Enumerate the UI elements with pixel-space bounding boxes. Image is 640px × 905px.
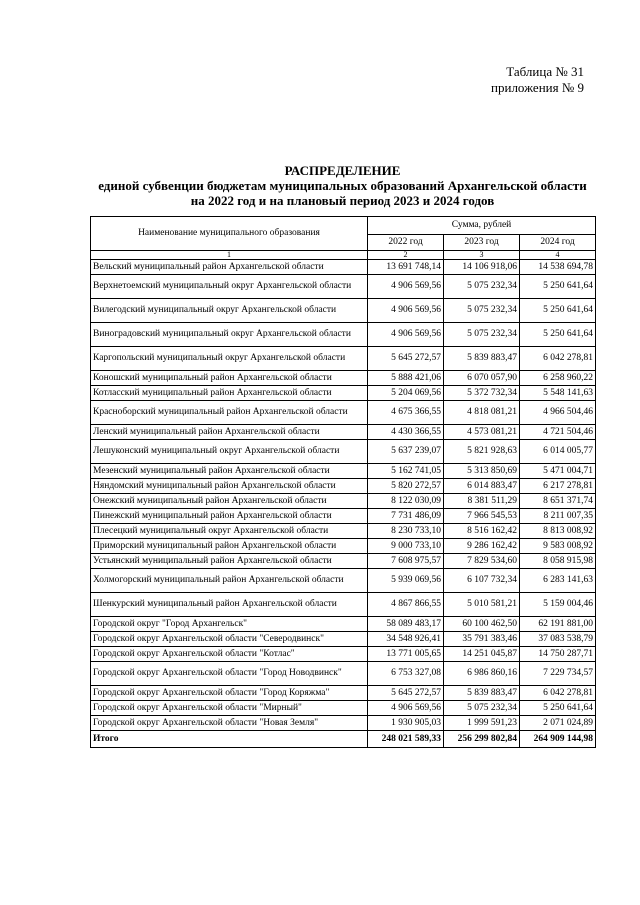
amount-y2022: 5 162 741,05 bbox=[368, 464, 444, 479]
amount-y2023: 6 986 860,16 bbox=[444, 662, 520, 686]
index-cell: 4 bbox=[520, 251, 596, 260]
amount-y2024: 8 651 371,74 bbox=[520, 494, 596, 509]
table-row bbox=[91, 509, 596, 524]
table-row bbox=[91, 539, 596, 554]
amount-y2023: 14 106 918,06 bbox=[444, 260, 520, 275]
total-y2022: 248 021 589,33 bbox=[368, 731, 444, 748]
amount-y2023: 60 100 462,50 bbox=[444, 617, 520, 632]
index-row bbox=[91, 251, 596, 260]
table-row bbox=[91, 494, 596, 509]
municipality-name: Верхнетоемский муниципальный округ Архангельской области bbox=[91, 275, 368, 299]
amount-y2023: 7 966 545,53 bbox=[444, 509, 520, 524]
municipality-name: Онежский муниципальный район Архангельской области bbox=[91, 494, 368, 509]
amount-y2024: 14 538 694,78 bbox=[520, 260, 596, 275]
amount-y2023: 5 839 883,47 bbox=[444, 347, 520, 371]
table-row bbox=[91, 632, 596, 647]
total-row bbox=[91, 731, 596, 748]
municipality-name: Котласский муниципальный район Архангельской области bbox=[91, 386, 368, 401]
table-header-row bbox=[91, 217, 596, 235]
municipality-name: Вилегодский муниципальный округ Архангельской области bbox=[91, 299, 368, 323]
amount-y2023: 6 070 057,90 bbox=[444, 371, 520, 386]
amount-y2023: 5 075 232,34 bbox=[444, 323, 520, 347]
amount-y2024: 6 217 278,81 bbox=[520, 479, 596, 494]
amount-y2023: 5 075 232,34 bbox=[444, 275, 520, 299]
municipality-name: Холмогорский муниципальный район Архангельской области bbox=[91, 569, 368, 593]
document-title bbox=[90, 163, 595, 208]
title-period: на 2022 год и на плановый период 2023 и 2024 годов bbox=[190, 193, 495, 208]
municipality-name: Шенкурский муниципальный район Архангельской области bbox=[91, 593, 368, 617]
table-row bbox=[91, 701, 596, 716]
table-row bbox=[91, 662, 596, 686]
amount-y2024: 8 211 007,35 bbox=[520, 509, 596, 524]
amount-y2022: 13 691 748,14 bbox=[368, 260, 444, 275]
table-row bbox=[91, 617, 596, 632]
amount-y2023: 4 573 081,21 bbox=[444, 425, 520, 440]
municipality-name: Городской округ Архангельской области "Котлас" bbox=[91, 647, 368, 662]
amount-y2024: 2 071 024,89 bbox=[520, 716, 596, 731]
amount-y2022: 4 906 569,56 bbox=[368, 323, 444, 347]
amount-y2022: 8 230 733,10 bbox=[368, 524, 444, 539]
amount-y2022: 6 753 327,08 bbox=[368, 662, 444, 686]
table-row bbox=[91, 464, 596, 479]
municipality-name: Городской округ Архангельской области "Мирный" bbox=[91, 701, 368, 716]
amount-y2022: 8 122 030,09 bbox=[368, 494, 444, 509]
amount-y2022: 13 771 005,65 bbox=[368, 647, 444, 662]
amount-y2023: 5 839 883,47 bbox=[444, 686, 520, 701]
index-cell: 2 bbox=[368, 251, 444, 260]
amount-y2022: 5 645 272,57 bbox=[368, 347, 444, 371]
amount-y2022: 5 939 069,56 bbox=[368, 569, 444, 593]
index-cell: 1 bbox=[91, 251, 368, 260]
year-header: 2022 год bbox=[368, 235, 444, 251]
amount-y2022: 9 000 733,10 bbox=[368, 539, 444, 554]
amount-y2024: 5 471 004,71 bbox=[520, 464, 596, 479]
amount-y2023: 9 286 162,42 bbox=[444, 539, 520, 554]
amount-y2023: 14 251 045,87 bbox=[444, 647, 520, 662]
amount-y2024: 4 721 504,46 bbox=[520, 425, 596, 440]
amount-y2022: 34 548 926,41 bbox=[368, 632, 444, 647]
amount-y2024: 6 014 005,77 bbox=[520, 440, 596, 464]
subvention-table bbox=[90, 216, 596, 748]
municipality-name: Виноградовский муниципальный округ Архангельской области bbox=[91, 323, 368, 347]
index-cell: 3 bbox=[444, 251, 520, 260]
amount-y2023: 35 791 383,46 bbox=[444, 632, 520, 647]
municipality-name: Городской округ Архангельской области "Город Новодвинск" bbox=[91, 662, 368, 686]
table-row bbox=[91, 686, 596, 701]
amount-y2023: 8 381 511,29 bbox=[444, 494, 520, 509]
municipality-name: Пинежский муниципальный район Архангельской области bbox=[91, 509, 368, 524]
table-row bbox=[91, 299, 596, 323]
amount-y2023: 4 818 081,21 bbox=[444, 401, 520, 425]
amount-y2023: 5 821 928,63 bbox=[444, 440, 520, 464]
title-main: РАСПРЕДЕЛЕНИЕ bbox=[284, 163, 401, 178]
amount-y2024: 5 250 641,64 bbox=[520, 701, 596, 716]
amount-y2024: 6 042 278,81 bbox=[520, 686, 596, 701]
table-row bbox=[91, 440, 596, 464]
amount-y2022: 4 867 866,55 bbox=[368, 593, 444, 617]
amount-y2023: 5 313 850,69 bbox=[444, 464, 520, 479]
municipality-name: Ленский муниципальный район Архангельской области bbox=[91, 425, 368, 440]
amount-y2022: 7 608 975,57 bbox=[368, 554, 444, 569]
amount-y2024: 6 042 278,81 bbox=[520, 347, 596, 371]
municipality-name: Лешуконский муниципальный округ Архангельской области bbox=[91, 440, 368, 464]
amount-y2022: 4 906 569,56 bbox=[368, 275, 444, 299]
amount-y2024: 6 283 141,63 bbox=[520, 569, 596, 593]
municipality-name: Приморский муниципальный район Архангельской области bbox=[91, 539, 368, 554]
total-label: Итого bbox=[91, 731, 368, 748]
amount-y2024: 5 250 641,64 bbox=[520, 323, 596, 347]
table-row bbox=[91, 479, 596, 494]
table-row bbox=[91, 275, 596, 299]
amount-y2022: 5 888 421,06 bbox=[368, 371, 444, 386]
amount-y2022: 5 820 272,57 bbox=[368, 479, 444, 494]
amount-y2022: 4 906 569,56 bbox=[368, 299, 444, 323]
total-y2023: 256 299 802,84 bbox=[444, 731, 520, 748]
table-row bbox=[91, 554, 596, 569]
table-row bbox=[91, 647, 596, 662]
amount-y2024: 7 229 734,57 bbox=[520, 662, 596, 686]
amount-y2023: 7 829 534,60 bbox=[444, 554, 520, 569]
amount-y2023: 8 516 162,42 bbox=[444, 524, 520, 539]
amount-y2024: 14 750 287,71 bbox=[520, 647, 596, 662]
amount-y2024: 5 548 141,63 bbox=[520, 386, 596, 401]
amount-y2024: 5 250 641,64 bbox=[520, 299, 596, 323]
total-y2024: 264 909 144,98 bbox=[520, 731, 596, 748]
table-row bbox=[91, 569, 596, 593]
amount-y2024: 5 250 641,64 bbox=[520, 275, 596, 299]
amount-y2023: 1 999 591,23 bbox=[444, 716, 520, 731]
amount-y2023: 5 010 581,21 bbox=[444, 593, 520, 617]
amount-y2024: 5 159 004,46 bbox=[520, 593, 596, 617]
amount-y2022: 5 204 069,56 bbox=[368, 386, 444, 401]
table-reference bbox=[491, 64, 584, 96]
table-row bbox=[91, 425, 596, 440]
amount-y2024: 8 813 008,92 bbox=[520, 524, 596, 539]
municipality-name: Плесецкий муниципальный округ Архангельской области bbox=[91, 524, 368, 539]
table-row bbox=[91, 386, 596, 401]
municipality-name: Красноборский муниципальный район Архангельской области bbox=[91, 401, 368, 425]
year-header: 2024 год bbox=[520, 235, 596, 251]
amount-y2022: 7 731 486,09 bbox=[368, 509, 444, 524]
amount-y2024: 4 966 504,46 bbox=[520, 401, 596, 425]
col-name-header: Наименование муниципального образования bbox=[91, 217, 368, 251]
municipality-name: Городской округ Архангельской области "Город Коряжма" bbox=[91, 686, 368, 701]
amount-y2022: 4 430 366,55 bbox=[368, 425, 444, 440]
amount-y2022: 4 906 569,56 bbox=[368, 701, 444, 716]
amount-y2023: 6 014 883,47 bbox=[444, 479, 520, 494]
appendix-number: приложения № 9 bbox=[491, 80, 584, 95]
table-row bbox=[91, 260, 596, 275]
municipality-name: Городской округ "Город Архангельск" bbox=[91, 617, 368, 632]
table-row bbox=[91, 347, 596, 371]
table-row bbox=[91, 716, 596, 731]
table-row bbox=[91, 524, 596, 539]
amount-y2024: 37 083 538,79 bbox=[520, 632, 596, 647]
table-row bbox=[91, 401, 596, 425]
municipality-name: Городской округ Архангельской области "Северодвинск" bbox=[91, 632, 368, 647]
municipality-name: Няндомский муниципальный район Архангельской области bbox=[91, 479, 368, 494]
amount-y2023: 5 372 732,34 bbox=[444, 386, 520, 401]
amount-y2023: 5 075 232,34 bbox=[444, 299, 520, 323]
sum-header: Сумма, рублей bbox=[368, 217, 596, 235]
municipality-name: Городской округ Архангельской области "Новая Земля" bbox=[91, 716, 368, 731]
year-header: 2023 год bbox=[444, 235, 520, 251]
municipality-name: Коношский муниципальный район Архангельской области bbox=[91, 371, 368, 386]
table-row bbox=[91, 371, 596, 386]
table-row bbox=[91, 323, 596, 347]
amount-y2022: 58 089 483,17 bbox=[368, 617, 444, 632]
amount-y2023: 5 075 232,34 bbox=[444, 701, 520, 716]
municipality-name: Вельский муниципальный район Архангельской области bbox=[91, 260, 368, 275]
table-row bbox=[91, 593, 596, 617]
amount-y2022: 5 637 239,07 bbox=[368, 440, 444, 464]
amount-y2024: 6 258 960,22 bbox=[520, 371, 596, 386]
municipality-name: Каргопольский муниципальный округ Архангельской области bbox=[91, 347, 368, 371]
amount-y2022: 4 675 366,55 bbox=[368, 401, 444, 425]
table-number: Таблица № 31 bbox=[506, 64, 584, 79]
amount-y2022: 1 930 905,03 bbox=[368, 716, 444, 731]
amount-y2023: 6 107 732,34 bbox=[444, 569, 520, 593]
amount-y2024: 9 583 008,92 bbox=[520, 539, 596, 554]
municipality-name: Устьянский муниципальный район Архангельской области bbox=[91, 554, 368, 569]
title-subject: единой субвенции бюджетам муниципальных образований Архангельской области bbox=[98, 178, 587, 193]
amount-y2024: 62 191 881,00 bbox=[520, 617, 596, 632]
municipality-name: Мезенский муниципальный район Архангельской области bbox=[91, 464, 368, 479]
amount-y2024: 8 058 915,98 bbox=[520, 554, 596, 569]
amount-y2022: 5 645 272,57 bbox=[368, 686, 444, 701]
